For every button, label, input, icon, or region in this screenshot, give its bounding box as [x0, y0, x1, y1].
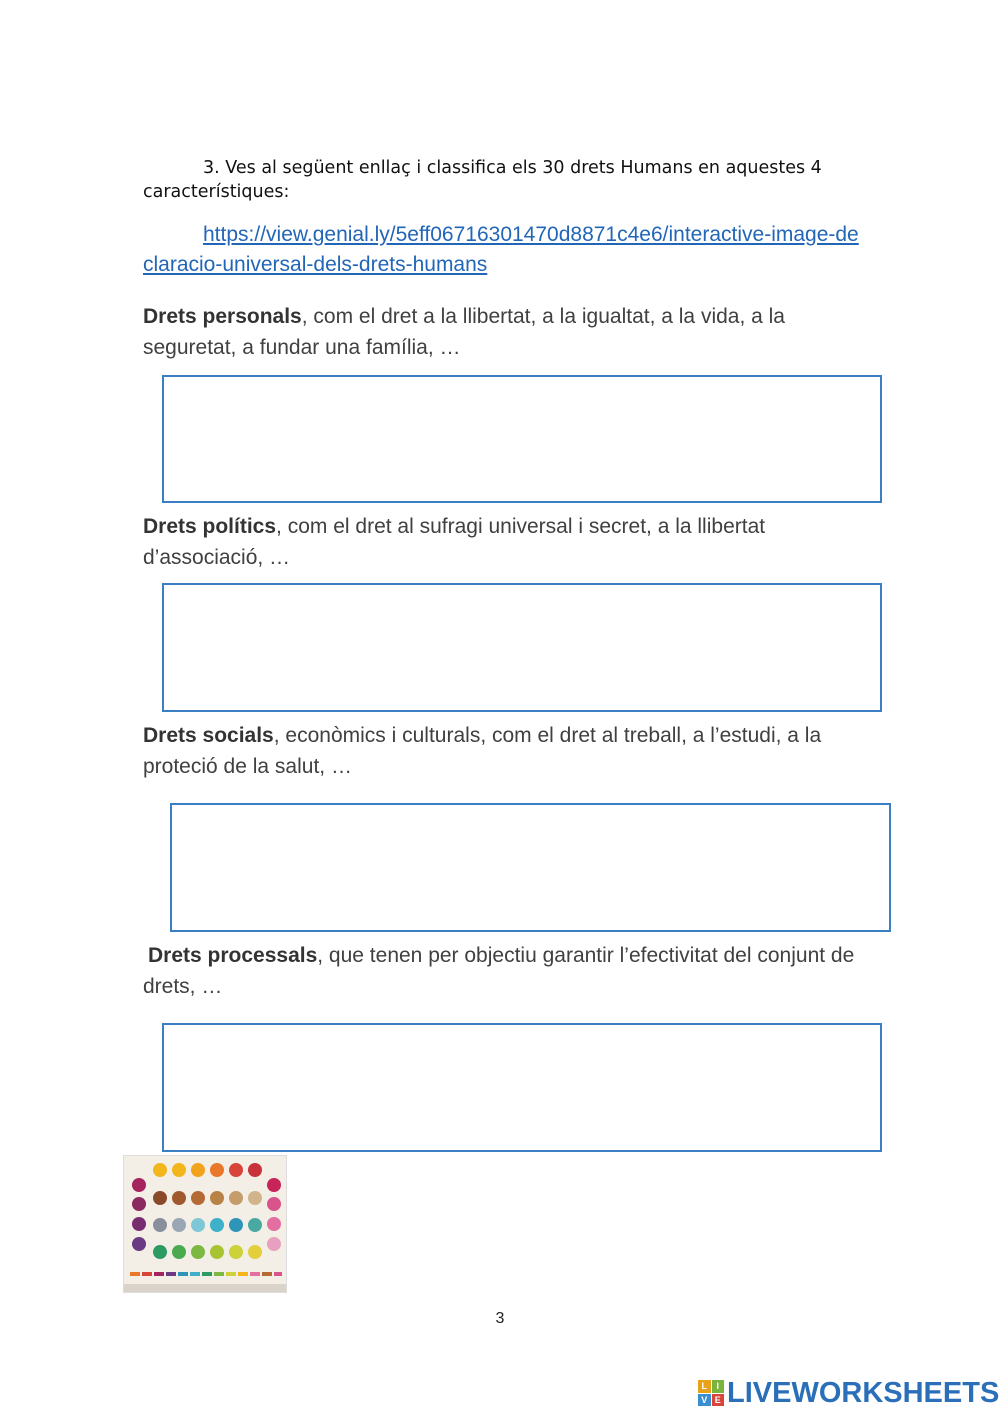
logo-wordmark: LIVEWORKSHEETS [727, 1376, 1000, 1409]
category-desc: , com el dret al sufragi universal i secret, a la llibertat d’associació, … [143, 515, 766, 569]
category-title: Drets processals [148, 944, 318, 967]
answer-box-political[interactable] [162, 583, 882, 712]
category-title: Drets personals [143, 305, 302, 328]
logo-letter: V [698, 1394, 711, 1407]
category-personal-text [143, 301, 873, 363]
category-title: Drets polítics [143, 515, 277, 538]
category-desc: , econòmics i culturals, com el dret al treball, a l’estudi, a la proteció de la salut, … [143, 724, 822, 778]
logo-letter: I [712, 1380, 725, 1393]
logo-letter: L [698, 1380, 711, 1393]
rights-icons-grid [124, 1156, 286, 1292]
answer-box-procedural[interactable] [162, 1023, 882, 1152]
category-procedural-text [143, 940, 873, 1002]
human-rights-infographic-image [123, 1155, 287, 1293]
category-desc: , com el dret a la llibertat, a la igualtat, a la vida, a la seguretat, a fundar una família, … [143, 305, 785, 359]
category-social-text [143, 720, 873, 782]
category-political-text [143, 511, 873, 573]
answer-box-personal[interactable] [162, 375, 882, 503]
instruction-text: 3. Ves al següent enllaç i classifica els 30 drets Humans en aquestes 4 característiques: [143, 158, 822, 202]
category-title: Drets socials [143, 724, 274, 747]
logo-mark-icon [698, 1380, 724, 1406]
logo-letter: E [712, 1394, 725, 1407]
genially-link[interactable]: https://view.genial.ly/5eff06716301470d8871c4e6/interactive-image-declaracio-universal-dels-drets-humans [143, 223, 859, 276]
category-desc: , que tenen per objectiu garantir l’efectivitat del conjunt de drets, … [143, 944, 855, 998]
page-number: 3 [495, 1310, 505, 1327]
liveworksheets-logo[interactable] [698, 1375, 999, 1411]
answer-box-social[interactable] [170, 803, 891, 932]
